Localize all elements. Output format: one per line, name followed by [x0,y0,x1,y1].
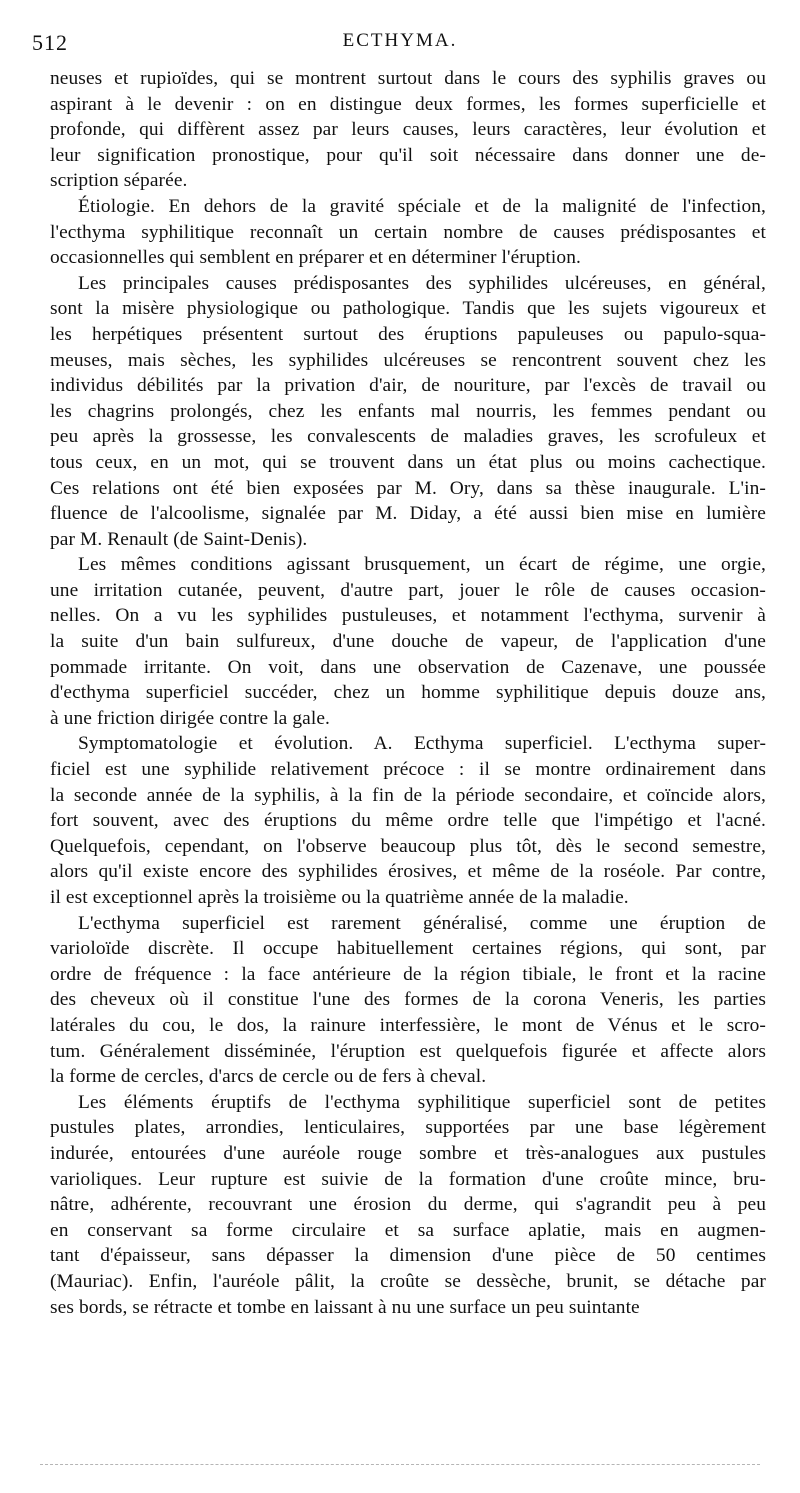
text-line: alors qu'il existe encore des syphilides érosives, et même de la roséole. Par contre, [50,861,766,883]
text-line: ordre de fréquence : la face antérieure de la région tibiale, le front et la racine [50,963,766,985]
text-line: ficiel est une syphilide relativement précoce : il se montre ordinairement dans [50,759,766,781]
text-line: Les principales causes prédisposantes des syphilides ulcéreuses, en général, [78,272,766,294]
text-line: peu après la grossesse, les convalescents de maladies graves, les scrofuleux et [50,426,766,448]
text-line: L'ecthyma superficiel est rarement généralisé, comme une éruption de [78,912,766,934]
text-line: fluence de l'alcoolisme, signalée par M. Diday, a été aussi bien mise en lumière [50,503,766,525]
text-line: des cheveux où il constitue l'une des formes de la corona Veneris, les parties [50,989,766,1011]
running-head [30,30,770,56]
text-line: à une friction dirigée contre la gale. [50,707,330,729]
text-line: individus débilités par la privation d'air, de nouriture, par l'excès de travail ou [50,375,766,397]
text-line: tum. Généralement disséminée, l'éruption est quelquefois figurée et affecte alors [50,1040,766,1062]
text-line: la forme de cercles, d'arcs de cercle ou de fers à cheval. [50,1066,487,1088]
text-line: varioloïde discrète. Il occupe habituellement certaines régions, qui sont, par [50,938,766,960]
text-line: pustules plates, arrondies, lenticulaires, supportées par une base légèrement [50,1117,766,1139]
text-line: leur signification pronostique, pour qu'il soit nécessaire dans donner une de- [50,144,766,166]
text-line: Étiologie. En dehors de la gravité spéciale et de la malignité de l'infection, [78,195,766,217]
text-line: en conservant sa forme circulaire et sa surface aplatie, mais en augmen- [50,1219,766,1241]
text-line: meuses, mais sèches, les syphilides ulcéreuses se rencontrent souvent chez les [50,349,766,371]
text-line: les herpétiques présentent surtout des éruptions papuleuses ou papulo-squa- [50,323,766,345]
text-line: il est exceptionnel après la troisième ou la quatrième année de la maladie. [50,887,629,908]
text-line: latérales du cou, le dos, la rainure interfessière, le mont de Vénus et le scro- [50,1014,766,1036]
text-line: la seconde année de la syphilis, à la fin de la période secondaire, et coïncide alors, [50,784,766,806]
text-line: fort souvent, avec des éruptions du même ordre telle que l'impétigo et l'acné. [50,810,766,832]
text-line: tant d'épaisseur, sans dépasser la dimension d'une pièce de 50 centimes [50,1245,766,1267]
text-line: indurée, entourées d'une auréole rouge sombre et très-analogues aux pustules [50,1142,766,1164]
body-text [50,66,766,1320]
text-line: Symptomatologie et évolution. A. Ecthyma superficiel. L'ecthyma super- [78,733,766,755]
text-line: par M. Renault (de Saint-Denis). [50,528,308,550]
text-line: varioliques. Leur rupture est suivie de la formation d'une croûte mince, bru- [50,1168,766,1190]
text-line: scription séparée. [50,170,188,192]
text-line: sont la misère physiologique ou pathologique. Tandis que les sujets vigoureux et [50,298,766,320]
footer-rule [40,1464,760,1465]
page-number: 512 [32,30,68,55]
text-line: tous ceux, en un mot, qui se trouvent dans un état plus ou moins cachectique. [50,451,766,473]
text-line: Ces relations ont été bien exposées par M. Ory, dans sa thèse inaugurale. L'in- [50,477,766,499]
text-line: une irritation cutanée, peuvent, d'autre part, jouer le rôle de causes occasion- [50,579,766,601]
text-line: neuses et rupioïdes, qui se montrent surtout dans le cours des syphilis graves ou [50,68,766,89]
text-line: la suite d'un bain sulfureux, d'une douche de vapeur, de l'application d'une [50,631,766,653]
text-line: les chagrins prolongés, chez les enfants mal nourris, les femmes pendant ou [50,400,766,422]
text-line: l'ecthyma syphilitique reconnaît un certain nombre de causes prédisposantes et [50,221,766,243]
text-line: occasionnelles qui semblent en préparer et en déterminer l'éruption. [50,247,581,269]
text-line: nâtre, adhérente, recouvrant une érosion du derme, qui s'agrandit peu à peu [50,1194,766,1216]
text-line: pommade irritante. On voit, dans une observation de Cazenave, une poussée [50,656,766,678]
text-line: Quelquefois, cependant, on l'observe beaucoup plus tôt, dès le second semestre, [50,835,766,857]
header-title: ECTHYMA. [342,30,458,51]
text-line: profonde, qui diffèrent assez par leurs causes, leurs caractères, leur évolution et [50,119,766,141]
text-line: ses bords, se rétracte et tombe en laissant à nu une surface un peu suintante [50,1296,640,1318]
text-line: Les éléments éruptifs de l'ecthyma syphilitique superficiel sont de petites [78,1091,766,1113]
text-line: aspirant à le devenir : on en distingue deux formes, les formes superficielle et [50,93,766,115]
text-line: Les mêmes conditions agissant brusquement, un écart de régime, une orgie, [78,554,766,576]
text-line: d'ecthyma superficiel succéder, chez un homme syphilitique depuis douze ans, [50,682,766,704]
text-line: nelles. On a vu les syphilides pustuleuses, et notamment l'ecthyma, survenir à [50,605,766,627]
text-line: (Mauriac). Enfin, l'auréole pâlit, la croûte se dessèche, brunit, se détache par [50,1270,766,1292]
